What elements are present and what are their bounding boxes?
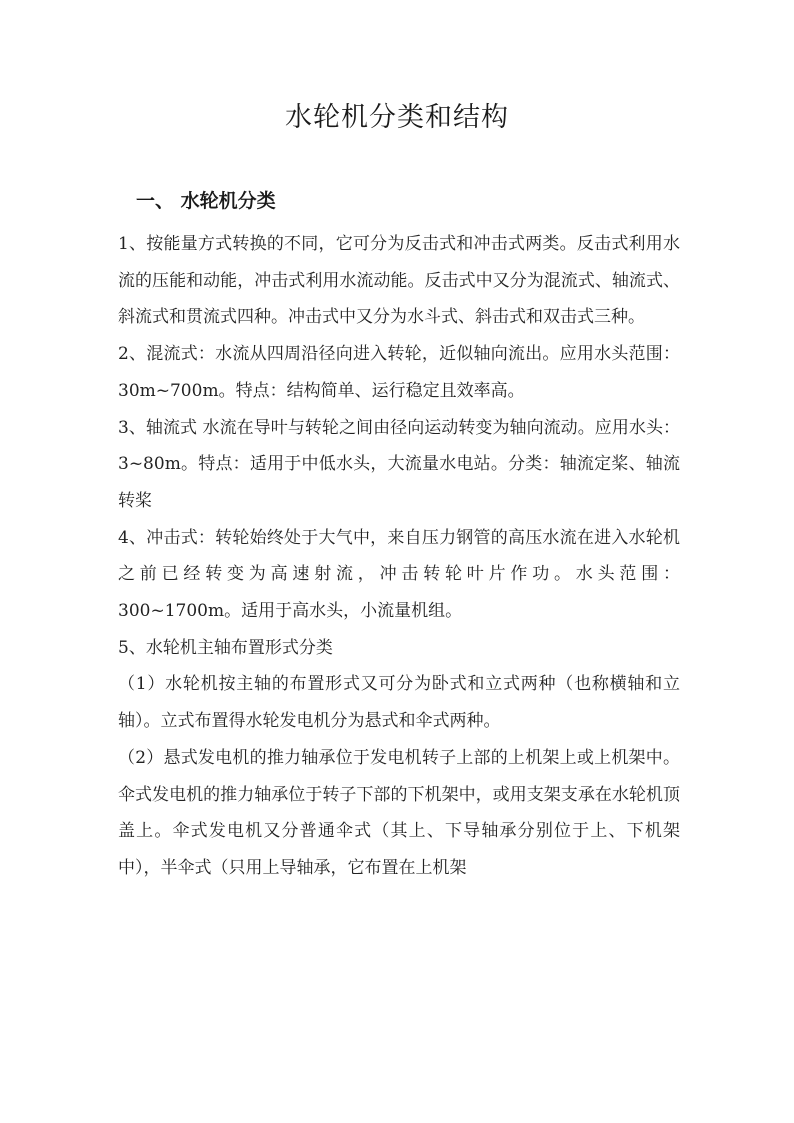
paragraph-shaft-layout-heading: 5、水轮机主轴布置形式分类	[118, 637, 333, 658]
document-body	[118, 226, 680, 887]
section-heading: 一、 水轮机分类	[136, 190, 276, 212]
paragraph-axial-flow-turbine: 3、轴流式 水流在导叶与转轮之间由径向运动转变为轴向流动。应用水头：3~80m。特点：适用于中低水头，大流量水电站。分类：轴流定桨、轴流转桨	[118, 417, 680, 511]
paragraph-francis-turbine: 2、混流式：水流从四周沿径向进入转轮，近似轴向流出。应用水头范围：30m~700m。特点：结构简单、运行稳定且效率高。	[118, 344, 680, 401]
paragraph-shaft-layout-2: （2）悬式发电机的推力轴承位于发电机转子上部的上机架上或上机架中。伞式发电机的推力轴承位于转子下部的下机架中，或用支架支承在水轮机顶盖上。伞式发电机又分普通伞式（其上、下导轴承分别位于上、下机架中），半伞式（只用上导轴承，它布置在上机架	[118, 747, 680, 878]
paragraph-shaft-layout-1: （1）水轮机按主轴的布置形式又可分为卧式和立式两种（也称横轴和立轴）。立式布置得水轮发电机分为悬式和伞式两种。	[118, 674, 680, 732]
paragraph-impulse-turbine: 4、冲击式：转轮始终处于大气中，来自压力钢管的高压水流在进入水轮机之前已经转变为高速射流，冲击转轮叶片作功。水头范围：300~1700m。适用于高水头，小流量机组。	[118, 527, 680, 622]
paragraph-classification-overview: 1、按能量方式转换的不同，它可分为反击式和冲击式两类。反击式利用水流的压能和动能，冲击式利用水流动能。反击式中又分为混流式、轴流式、斜流式和贯流式四种。冲击式中又分为水斗式、斜击式和双击式三种。	[118, 234, 680, 328]
document-title: 水轮机分类和结构	[285, 102, 509, 133]
